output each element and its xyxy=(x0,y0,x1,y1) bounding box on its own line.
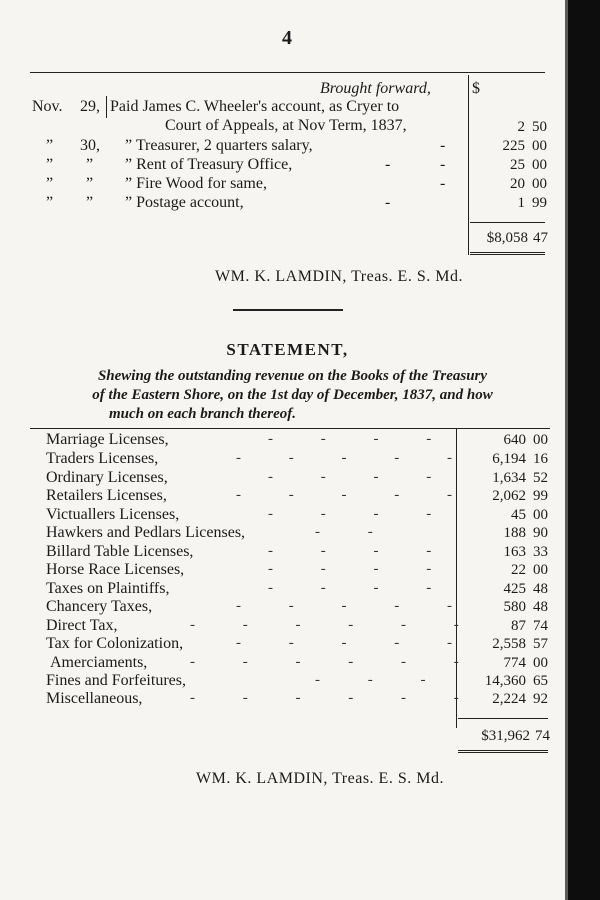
total-rule xyxy=(458,718,548,719)
statement-title: STATEMENT, xyxy=(226,340,349,359)
statement-item-cents: 90 xyxy=(533,525,548,541)
account-total-cents: 47 xyxy=(533,230,548,246)
entry-day: ” xyxy=(86,194,94,211)
leader-dashes: - - - - xyxy=(268,506,454,522)
statement-item-dollars: 640 xyxy=(503,432,526,448)
section-divider xyxy=(233,309,343,311)
entry-day: 29, xyxy=(80,98,100,115)
leader-dash: - xyxy=(385,156,391,173)
entry-dollars: 25 xyxy=(510,157,525,173)
leader-dashes: - - - - xyxy=(268,543,454,559)
statement-item-cents: 48 xyxy=(533,599,548,615)
leader-dashes: - - xyxy=(315,524,395,540)
statement-item-cents: 48 xyxy=(533,581,548,597)
leader-dashes: - - - - - - xyxy=(190,690,481,706)
leader-dash: - xyxy=(440,137,446,154)
book-spine-edge xyxy=(565,0,568,900)
entry-dollars: 1 xyxy=(517,195,525,211)
leader-dashes: - - - - xyxy=(268,580,454,596)
leader-dashes: - - - - xyxy=(268,431,454,447)
statement-item-label: Ordinary Licenses, xyxy=(46,469,168,486)
statement-item-dollars: 2,224 xyxy=(492,691,526,707)
statement-item-label: Traders Licenses, xyxy=(46,450,159,467)
entry-text: ” Fire Wood for same, xyxy=(125,175,267,192)
statement-total-dollars: $31,962 xyxy=(481,728,530,744)
statement-subtitle-line: much on each branch thereof. xyxy=(108,406,297,422)
statement-item-label: Billard Table Licenses, xyxy=(46,543,194,560)
statement-item-dollars: 163 xyxy=(503,544,526,560)
treasurer-signature: WM. K. LAMDIN, Treas. E. S. Md. xyxy=(215,268,463,285)
leader-dashes: - - - - - xyxy=(236,598,474,614)
leader-dashes: - - - - - xyxy=(236,450,474,466)
total-rule xyxy=(470,222,545,223)
entry-text: ” Treasurer, 2 quarters salary, xyxy=(125,137,313,154)
statement-item-label: Miscellaneous, xyxy=(46,690,143,707)
entry-dollars: 225 xyxy=(502,138,525,154)
statement-item-cents: 00 xyxy=(533,507,548,523)
statement-item-label: Marriage Licenses, xyxy=(46,431,169,448)
leader-dashes: - - - xyxy=(315,672,448,688)
statement-item-cents: 57 xyxy=(533,636,548,652)
entry-text: ” Postage account, xyxy=(125,194,244,211)
total-double-rule xyxy=(470,252,545,255)
account-total-dollars: $8,058 xyxy=(486,230,528,246)
statement-item-dollars: 1,634 xyxy=(492,470,526,486)
statement-item-dollars: 774 xyxy=(503,655,526,671)
entry-day: ” xyxy=(86,156,94,173)
entry-cents: 50 xyxy=(532,119,547,135)
book-spine-shadow xyxy=(568,0,600,900)
page-number: 4 xyxy=(282,27,292,49)
leader-dash: - xyxy=(440,156,446,173)
statement-item-dollars: 188 xyxy=(503,525,526,541)
entry-month: ” xyxy=(46,156,54,173)
entry-text-continued: Court of Appeals, at Nov Term, 1837, xyxy=(165,117,407,134)
leader-dashes: - - - - - xyxy=(236,635,474,651)
leader-dashes: - - - - - - xyxy=(190,654,481,670)
statement-item-cents: 00 xyxy=(533,655,548,671)
statement-item-label: Tax for Colonization, xyxy=(46,635,184,652)
entry-cents: 00 xyxy=(532,157,547,173)
statement-item-cents: 00 xyxy=(533,562,548,578)
total-double-rule xyxy=(458,750,548,753)
statement-top-rule xyxy=(30,428,550,429)
leader-dash: - xyxy=(385,194,391,211)
entry-cents: 99 xyxy=(532,195,547,211)
statement-item-label: Taxes on Plaintiffs, xyxy=(46,580,170,597)
statement-item-dollars: 2,062 xyxy=(492,488,526,504)
statement-item-dollars: 14,360 xyxy=(484,673,526,689)
top-rule xyxy=(30,72,545,73)
statement-item-dollars: 22 xyxy=(511,562,526,578)
leader-dashes: - - - - xyxy=(268,561,454,577)
leader-dashes: - - - - - xyxy=(236,487,474,503)
statement-item-label: Hawkers and Pedlars Licenses, xyxy=(46,524,246,541)
entry-day: 30, xyxy=(80,137,100,154)
statement-item-label: Chancery Taxes, xyxy=(46,598,153,615)
statement-item-dollars: 2,558 xyxy=(492,636,526,652)
statement-item-label: Victuallers Licenses, xyxy=(46,506,180,523)
leader-dashes: - - - - xyxy=(268,469,454,485)
statement-item-dollars: 6,194 xyxy=(492,451,526,467)
entry-month: ” xyxy=(46,175,54,192)
statement-item-cents: 00 xyxy=(533,432,548,448)
amount-column-left-rule xyxy=(468,75,469,255)
statement-item-cents: 74 xyxy=(533,618,548,634)
statement-item-label: Fines and Forfeitures, xyxy=(46,672,186,689)
leader-dash: - xyxy=(440,175,446,192)
amount-column-left-rule xyxy=(456,428,457,728)
statement-item-cents: 65 xyxy=(533,673,548,689)
dollar-sign: $ xyxy=(472,80,480,97)
statement-item-cents: 33 xyxy=(533,544,548,560)
leader-dashes: - - - - - - xyxy=(190,617,481,633)
entry-day: ” xyxy=(86,175,94,192)
statement-item-label: Amerciaments, xyxy=(50,654,148,671)
entry-cents: 00 xyxy=(532,176,547,192)
entry-cents: 00 xyxy=(532,138,547,154)
treasurer-signature: WM. K. LAMDIN, Treas. E. S. Md. xyxy=(196,770,444,787)
statement-item-label: Direct Tax, xyxy=(46,617,118,634)
entry-dollars: 20 xyxy=(510,176,525,192)
date-column-divider xyxy=(106,96,107,118)
statement-item-label: Retailers Licenses, xyxy=(46,487,167,504)
statement-item-cents: 92 xyxy=(533,691,548,707)
statement-item-dollars: 580 xyxy=(503,599,526,615)
entry-month: Nov. xyxy=(32,98,63,115)
entry-dollars: 2 xyxy=(517,119,525,135)
entry-text: ” Rent of Treasury Office, xyxy=(125,156,293,173)
entry-month: ” xyxy=(46,137,54,154)
entry-text: Paid James C. Wheeler's account, as Cryer to xyxy=(110,98,400,115)
statement-subtitle-line: Shewing the outstanding revenue on the Books of the Treasury xyxy=(97,368,488,384)
statement-item-dollars: 87 xyxy=(511,618,526,634)
statement-item-label: Horse Race Licenses, xyxy=(46,561,185,578)
statement-item-cents: 99 xyxy=(533,488,548,504)
statement-total-cents: 74 xyxy=(535,728,550,744)
statement-subtitle-line: of the Eastern Shore, on the 1st day of December, 1837, and how xyxy=(92,387,493,403)
brought-forward-label: Brought forward, xyxy=(320,80,431,97)
entry-month: ” xyxy=(46,194,54,211)
statement-item-cents: 16 xyxy=(533,451,548,467)
statement-item-cents: 52 xyxy=(533,470,548,486)
statement-item-dollars: 45 xyxy=(511,507,526,523)
statement-item-dollars: 425 xyxy=(503,581,526,597)
